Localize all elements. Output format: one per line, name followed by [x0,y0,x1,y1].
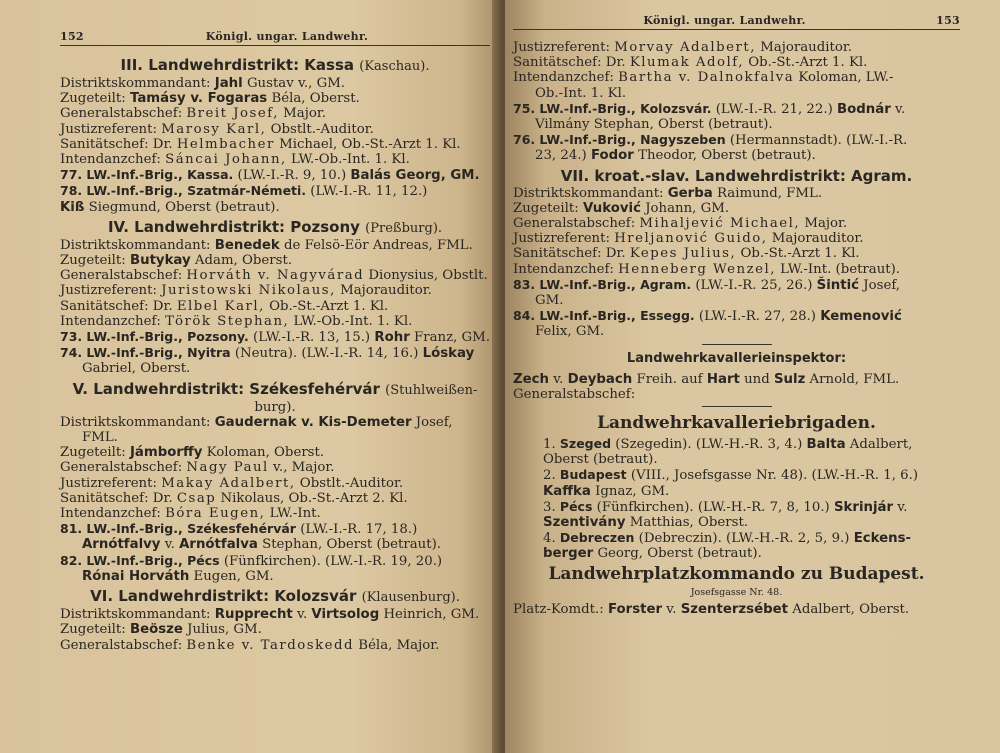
entry-line: Justizreferent: Makay Adalbert, Obstlt.-Auditor. [60,475,404,491]
entry-line: Platz-Komdt.: Forster v. Szenterzsébet Adalbert, Oberst. [513,601,910,617]
list-item: 4. Debreczen (Debreczin). (LW.-H.-R. 2, 5, 9.) Eckens- [543,530,912,547]
page-number: 152 [60,30,84,43]
entry-line: Generalstabschef: Benke v. Tardoskedd Béla, Major. [60,637,440,653]
brigade-line: Gabriel, Oberst. [82,361,191,377]
brigade-line: 74. LW.-Inf.-Brig., Nyitra (Neutra). (LW.-I.-R. 14, 16.) Lóskay [60,345,475,362]
entry-line: Generalstabschef: Mihaljević Michael, Major. [513,216,848,232]
brigade-line: 76. LW.-Inf.-Brig., Nagyszeben (Hermannstadt). (LW.-I.-R. [513,132,908,149]
brigade-line: Rónai Horváth Eugen, GM. [82,568,274,584]
entry-line: Zugeteilt: Jámborffy Koloman, Oberst. [60,445,325,461]
divider [702,344,772,345]
entry-line: Generalstabschef: Nagy Paul v., Major. [60,460,335,476]
running-header: Königl. ungar. Landwehr. [643,14,806,27]
brigade-line: Arnótfalvy v. Arnótfalva Stephan, Oberst (betraut). [82,537,442,553]
brigade-line: 23, 24.) Fodor Theodor, Oberst (betraut). [535,148,816,164]
district-heading-szekesfehervar: V. Landwehrdistrikt: Székesfehérvár (Stuhlweißen- [72,379,478,398]
entry-line: Zugeteilt: Tamásy v. Fogaras Béla, Oberst. [60,91,360,107]
list-item: Szentivány Matthias, Oberst. [543,515,749,531]
brigade-line: 75. LW.-Inf.-Brig., Kolozsvár. (LW.-I.-R. 21, 22.) Bodnár v. [513,100,906,117]
brigade-list [513,436,960,562]
district-heading-continuation: burg). [254,399,296,415]
page-number: 153 [936,14,960,27]
district-heading-agram: VII. kroat.-slav. Landwehrdistrikt: Agram. [560,166,913,185]
brigade-line: 78. LW.-Inf.-Brig., Szatmár-Németi. (LW.-I.-R. 11, 12.) [60,183,428,200]
list-item: berger Georg, Oberst (betraut). [543,546,762,562]
entry-line: Distriktskommandant: Gerba Raimund, FML. [513,185,823,201]
entry-line: Generalstabschef: Breit Josef, Major. [60,106,326,122]
entry-line: Distriktskommandant: Jahl Gustav v., GM. [60,76,346,91]
list-item: 2. Budapest (VIII., Josefsgasse Nr. 48). (LW.-H.-R. 1, 6.) [543,467,919,484]
right-page-header [513,0,960,30]
entry-line: Distriktskommandant: Gaudernak v. Kis-Demeter Josef, [60,414,453,430]
divider [702,406,772,407]
entry-line: Intendanzchef: Sáncai Johann, LW.-Ob.-Int. 1. Kl. [60,152,410,168]
brigade-line: 83. LW.-Inf.-Brig., Agram. (LW.-I.-R. 25, 26.) Šintić Josef, [513,276,900,293]
entry-line: Generalstabschef: [513,386,636,402]
entry-line: Sanitätschef: Dr. Kepes Julius, Ob.-St.-Arzt 1. Kl. [513,246,860,262]
entry-line: Generalstabschef: Horváth v. Nagyvárad Dionysius, Obstlt. [60,268,488,284]
brigade-line: Kiß Siegmund, Oberst (betraut). [60,199,280,215]
brigade-line: 77. LW.-Inf.-Brig., Kassa. (LW.-I.-R. 9, 10.) Balás Georg, GM. [60,167,480,184]
running-header: Königl. ungar. Landwehr. [205,30,369,43]
brigade-line: Felix, GM. [535,324,605,340]
entry-line: Intendanzchef: Bartha v. Dalnokfalva Koloman, LW.- [513,70,894,86]
entry-line: FML. [82,430,118,446]
entry-line: Intendanzchef: Török Stephan, LW.-Ob.-Int. 1. Kl. [60,313,413,329]
entry-line: Justizreferent: Hreljanović Guido, Majorauditor. [513,231,864,247]
entry-line: Justizreferent: Marosy Karl, Obstlt.-Auditor. [60,121,374,137]
brigade-line: GM. [535,293,564,309]
entry-line: Justizreferent: Juristowski Nikolaus, Majorauditor. [60,283,432,299]
list-item: Oberst (betraut). [543,452,658,468]
entry-line: Sanitätschef: Dr. Elbel Karl, Ob.-St.-Arzt 1. Kl. [60,298,389,314]
district-heading-kassa: III. Landwehrdistrikt: Kassa (Kaschau). [120,56,430,74]
address: Josefsgasse Nr. 48. [690,586,783,598]
entry-line: Zugeteilt: Beösze Julius, GM. [60,622,262,638]
brigade-line: 82. LW.-Inf.-Brig., Pécs (Fünfkirchen). (LW.-I.-R. 19, 20.) [60,552,443,569]
entry-line: Zugeteilt: Vuković Johann, GM. [513,200,730,216]
entry-line: Sanitätschef: Dr. Helmbacher Michael, Ob.-St.-Arzt 1. Kl. [60,136,461,152]
section-heading-kavalleriebrigaden: Landwehrkavalleriebrigaden. [597,413,876,434]
entry-line: Distriktskommandant: Benedek de Felsö-Eör Andreas, FML. [60,237,473,253]
entry-line: Sanitätschef: Dr. Klumak Adolf, Ob.-St.-Arzt 1. Kl. [513,55,868,71]
brigade-line: Vilmány Stephan, Oberst (betraut). [535,117,773,133]
entry-line: Distriktskommandant: Rupprecht v. Virtsolog Heinrich, GM. [60,607,480,623]
right-page [505,0,1000,753]
entry-line: Sanitätschef: Dr. Csap Nikolaus, Ob.-St.-Arzt 2. Kl. [60,490,408,506]
entry-line: Intendanzchef: Henneberg Wenzel, LW.-Int. (betraut). [513,261,901,277]
entry-line: Zech v. Deybach Freih. auf Hart und Sulz Arnold, FML. [513,371,900,387]
section-heading-platzkommando: Landwehrplatzkommando zu Budapest. [548,563,925,584]
list-item: 1. Szeged (Szegedin). (LW.-H.-R. 3, 4.) Balta Adalbert, [543,436,913,453]
list-item: Kaffka Ignaz, GM. [543,483,670,499]
entry-line: Ob.-Int. 1. Kl. [535,85,627,101]
brigade-line: 84. LW.-Inf.-Brig., Essegg. (LW.-I.-R. 27, 28.) Kemenović [513,308,902,325]
section-heading-kavallerieinspektor: Landwehrkavallerieinspektor: [626,350,847,366]
district-heading-kolozsvar: VI. Landwehrdistrikt: Kolozsvár (Klausenburg). [90,587,460,606]
entry-line: Intendanzchef: Bóra Eugen, LW.-Int. [60,506,321,522]
entry-line: Justizreferent: Morvay Adalbert, Majorauditor. [513,40,852,55]
left-page-header [60,0,490,46]
list-item: 3. Pécs (Fünfkirchen). (LW.-H.-R. 7, 8, 10.) Skrinjár v. [543,498,908,515]
district-heading-pozsony: IV. Landwehrdistrikt: Pozsony (Preßburg). [107,217,443,236]
brigade-line: 81. LW.-Inf.-Brig., Székesfehérvár (LW.-I.-R. 17, 18.) [60,521,418,538]
entry-line: Zugeteilt: Butykay Adam, Oberst. [60,253,293,269]
brigade-line: 73. LW.-Inf.-Brig., Pozsony. (LW.-I.-R. 13, 15.) Rohr Franz, GM. [60,329,490,346]
